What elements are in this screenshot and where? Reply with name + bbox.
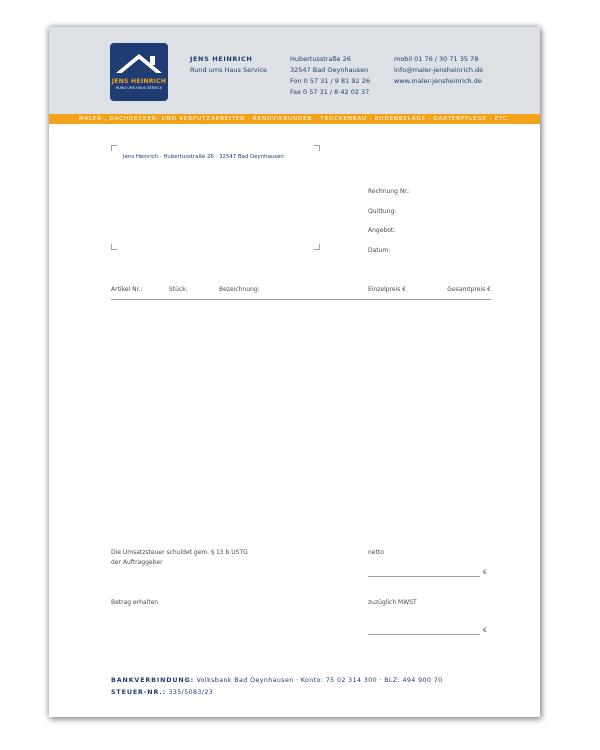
amount-received-label: Betrag erhalten [111, 599, 159, 606]
col-description: Bezeichnung: [219, 286, 260, 293]
net-label: netto [368, 549, 384, 556]
bank-details [111, 675, 443, 687]
date-label: Datum: [368, 246, 391, 254]
company-logo [110, 43, 168, 101]
company-contact-block [394, 54, 483, 87]
invoice-number-label: Rechnung Nr.: [368, 188, 411, 195]
company-name-block [190, 54, 267, 76]
company-email: info@maler-jensheinrich.de [394, 66, 484, 74]
vat-note-line-1: Die Umsatzsteuer schuldet gem. § 13 b USTG [111, 549, 248, 556]
letterhead-sheet [49, 27, 540, 717]
letterhead-footer [111, 675, 443, 699]
logo-subtitle: RUND UMS HAUS SERVICE [115, 86, 163, 90]
col-quantity: Stück: [169, 286, 188, 293]
offer-label: Angebot: [368, 227, 396, 234]
logo-name: JENS HEINRICH [111, 78, 167, 85]
company-phone: Fon 0 57 31 / 9 81 92 26 [290, 77, 370, 85]
company-fax: Fax 0 57 31 / 8 42 02 37 [290, 88, 370, 96]
company-name: JENS HEINRICH [190, 55, 253, 63]
tax-label: STEUER-NR.: [111, 689, 167, 696]
company-mobile: mobil 01 76 / 30 71 35 78 [394, 55, 479, 63]
frame-corner-top-right [314, 145, 320, 151]
frame-corner-bottom-right [314, 244, 320, 250]
net-amount-line [368, 576, 480, 577]
document-meta [368, 187, 410, 265]
items-table-header [111, 285, 491, 300]
col-unit-price: Einzelpreis € [368, 286, 407, 293]
sender-line: Jens Heinrich · Hubertusstraße 26 · 32547 Bad Oeynhausen [123, 154, 284, 160]
net-currency: € [483, 569, 487, 576]
address-window [111, 145, 320, 250]
bank-label: BANKVERBINDUNG: [111, 677, 195, 684]
company-website: www.maler-jensheinrich.de [394, 77, 482, 85]
tax-text: 335/5083/23 [166, 689, 214, 696]
frame-corner-bottom-left [111, 244, 117, 250]
col-article-number: Artikel Nr.: [111, 286, 143, 293]
frame-corner-top-left [111, 145, 117, 151]
company-street: Hubertusstraße 26 [290, 55, 351, 63]
vat-label: zuzüglich MWST [368, 599, 417, 606]
vat-note [111, 548, 248, 568]
vat-currency: € [483, 627, 487, 634]
bank-text: Volksbank Bad Oeynhausen · Konto: 75 02 314 300 · BLZ: 494 900 70 [194, 677, 443, 684]
company-city: 32547 Bad Oeynhausen [290, 66, 369, 74]
house-roof-icon [110, 43, 168, 101]
services-band: MALER-, DACHDECKER- UND VERPUTZARBEITEN · RENOVIERUNGEN · TROCKENBAU · BODENBELÄGE · GARTENPFLEGE · ETC. [49, 114, 540, 124]
company-tagline: Rund ums Haus Service [190, 66, 268, 74]
vat-note-line-2: der Auftraggeber [111, 559, 163, 566]
company-address-block [290, 54, 370, 98]
letterhead-header [49, 27, 540, 114]
vat-amount-line [368, 634, 480, 635]
tax-number [111, 687, 443, 699]
col-total-price: Gesamtpreis € [447, 286, 491, 293]
receipt-label: Quittung: [368, 207, 397, 215]
